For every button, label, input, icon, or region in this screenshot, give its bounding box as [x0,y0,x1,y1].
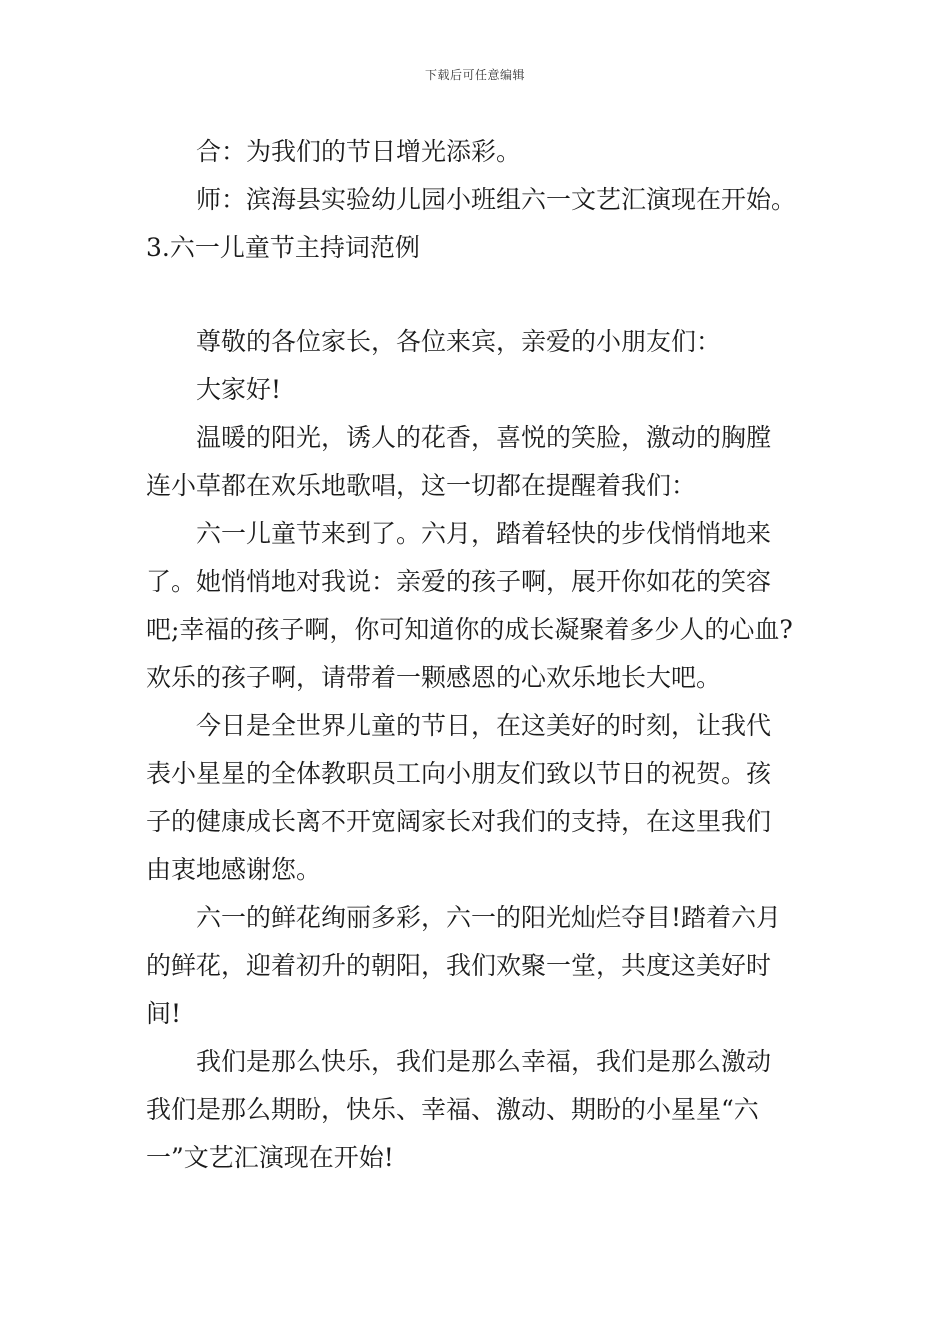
text-line: 我们是那么期盼，快乐、幸福、激动、期盼的小星星“六 [146,1095,759,1124]
text-line: 师：滨海县实验幼儿园小班组六一文艺汇演现在开始。 [196,185,797,214]
text-line: 一”文艺汇演现在开始! [146,1143,394,1172]
text-line: 吧;幸福的孩子啊，你可知道你的成长凝聚着多少人的心血? [146,615,793,644]
text-line: 了。她悄悄地对我说：亲爱的孩子啊，展开你如花的笑容 [146,567,772,596]
text-line: 今日是全世界儿童的节日，在这美好的时刻，让我代 [196,711,772,740]
text-line: 六一的鲜花绚丽多彩，六一的阳光灿烂夺目!踏着六月 [196,903,782,932]
text-line: 子的健康成长离不开宽阔家长对我们的支持，在这里我们 [146,807,772,836]
text-line: 由衷地感谢您。 [146,855,322,884]
text-line: 表小星星的全体教职员工向小朋友们致以节日的祝贺。孩 [146,759,772,788]
blank-gap [146,272,810,318]
text-line: 欢乐的孩子啊，请带着一颗感恩的心欢乐地长大吧。 [146,663,722,692]
text-line: 大家好! [196,375,282,404]
text-line: 的鲜花，迎着初升的朝阳，我们欢聚一堂，共度这美好时 [146,951,772,980]
text-line: 连小草都在欢乐地歌唱，这一切都在提醒着我们： [146,471,697,500]
section-heading: 3.六一儿童节主持词范例 [146,233,420,262]
text-line: 尊敬的各位家长，各位来宾，亲爱的小朋友们： [196,327,722,356]
text-line: 我们是那么快乐，我们是那么幸福，我们是那么激动 [196,1047,772,1076]
text-line: 合：为我们的节日增光添彩。 [196,137,522,166]
text-line: 间! [146,999,182,1028]
document-body [146,128,810,1182]
text-line: 六一儿童节来到了。六月，踏着轻快的步伐悄悄地来 [196,519,772,548]
page-header: 下载后可任意编辑 [424,68,525,82]
text-line: 温暖的阳光，诱人的花香，喜悦的笑脸，激动的胸膛 [196,423,772,452]
